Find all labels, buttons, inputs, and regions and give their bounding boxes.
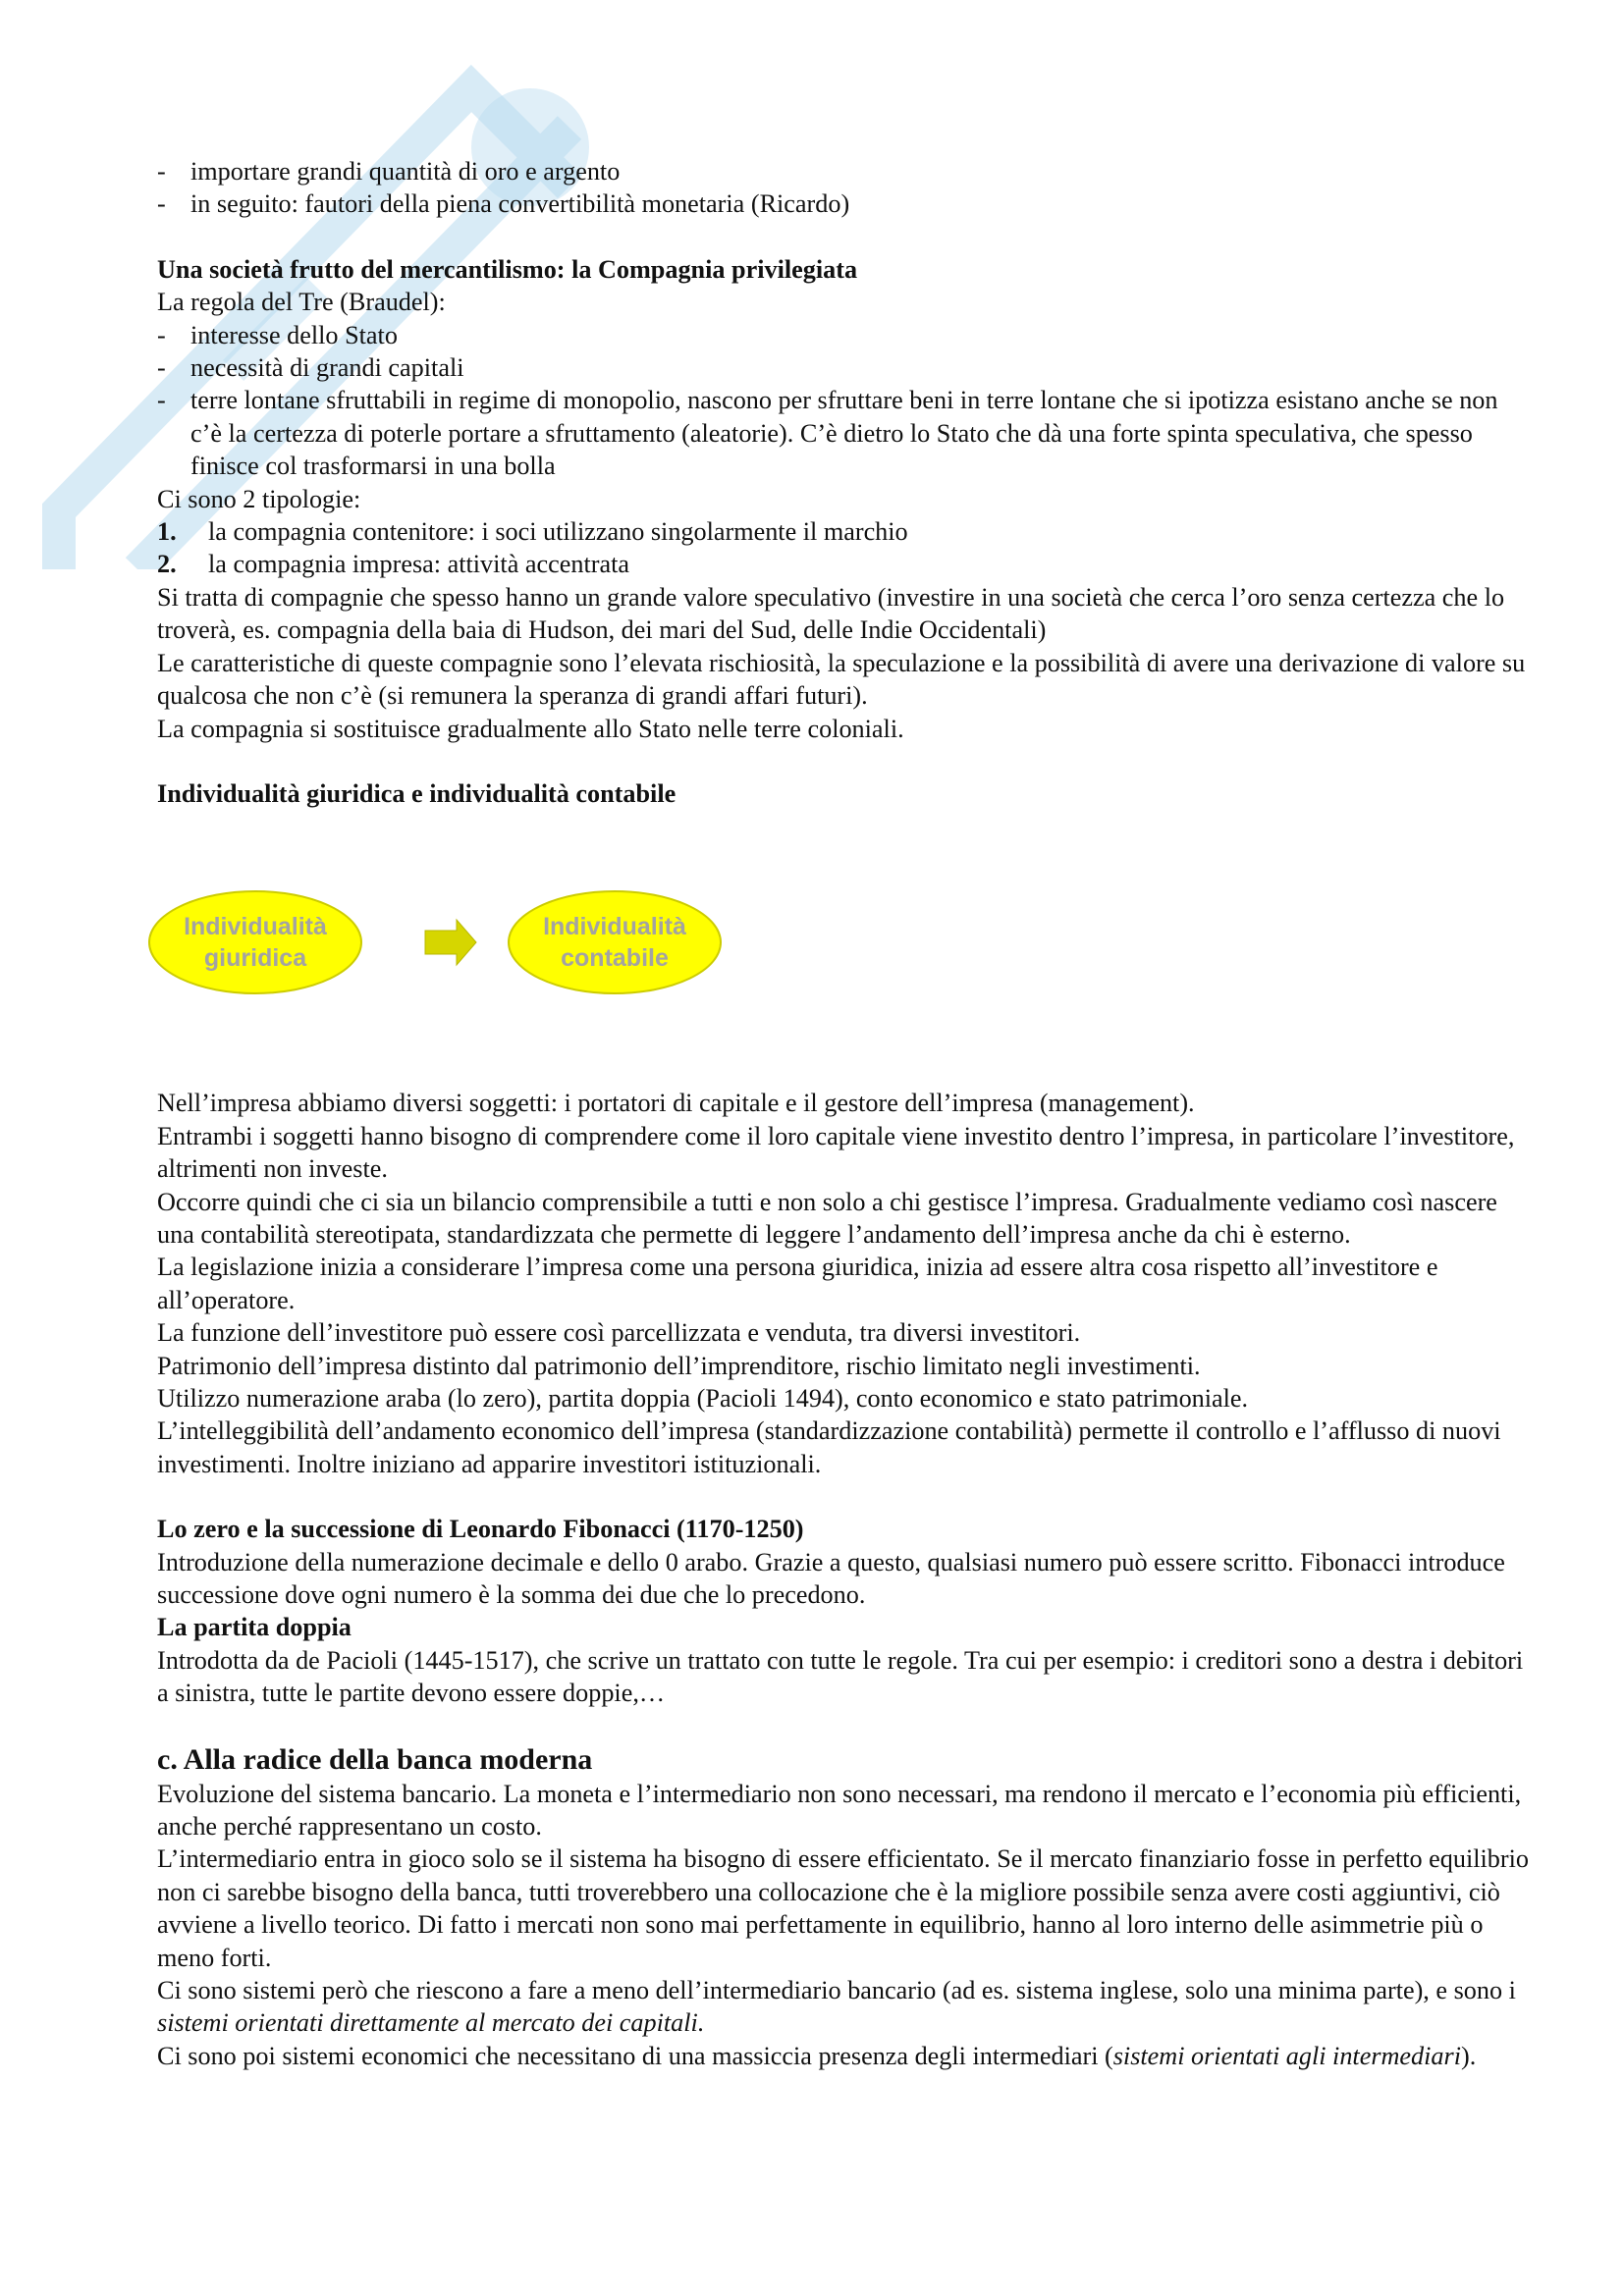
list-marker: - xyxy=(157,157,166,186)
list-item xyxy=(157,155,1532,187)
paragraph: Entrambi i soggetti hanno bisogno di comprendere come il loro capitale viene investito dentro l’impresa, in particolare l’investitore, altrimenti non investe. xyxy=(157,1121,1515,1184)
paragraph: La funzione dell’investitore può essere così parcellizzata e venduta, tra diversi investitori. xyxy=(157,1318,1081,1348)
section-heading-compagnia: Una società frutto del mercantilismo: la Compagnia privilegiata xyxy=(157,254,858,284)
diagram-label: Individualità xyxy=(543,913,686,941)
arrow-icon xyxy=(425,920,476,965)
list-item-text: necessità di grandi capitali xyxy=(190,353,464,383)
list-item xyxy=(157,351,1532,384)
list-item-text: la compagnia impresa: attività accentrata xyxy=(208,550,629,579)
paragraph: Ci sono 2 tipologie: xyxy=(157,484,361,513)
paragraph: La regola del Tre (Braudel): xyxy=(157,288,446,317)
paragraph xyxy=(157,1974,1532,2040)
paragraph: Nell’impresa abbiamo diversi soggetti: i portatori di capitale e il gestore dell’impresa (management). xyxy=(157,1089,1195,1118)
paragraph: Evoluzione del sistema bancario. La moneta e l’intermediario non sono necessari, ma rendono il mercato e l’economia più efficienti, anche perché rappresentano un costo. xyxy=(157,1779,1522,1842)
section-heading-individualita: Individualità giuridica e individualità contabile xyxy=(157,778,677,808)
diagram-label: Individualità xyxy=(184,913,327,941)
paragraph: Introdotta da de Pacioli (1445-1517), che scrive un trattato con tutte le regole. Tra cui per esempio: i creditori sono a destra i debitori a sinistra, tutte le partite devono essere doppie,… xyxy=(157,1645,1524,1708)
list-number: 2. xyxy=(157,550,177,579)
paragraph-text: Ci sono poi sistemi economici che necessitano di una massiccia presenza degli intermediari ( xyxy=(157,2041,1113,2070)
paragraph: L’intermediario entra in gioco solo se il sistema ha bisogno di essere efficientato. Se il mercato finanziario fosse in perfetto equilibrio non ci sarebbe bisogno della banca, tutti troverebbero una collocazione che è la migliore possibile senza avere costi aggiuntivi, ciò avviene a livello teorico. Di fatto i mercati non sono mai perfettamente in equilibrio, hanno al loro interno delle asimmetrie più o meno forti. xyxy=(157,1844,1529,1972)
section-heading-partita-doppia: La partita doppia xyxy=(157,1613,352,1642)
paragraph: Si tratta di compagnie che spesso hanno un grande valore speculativo (investire in una società che cerca l’oro senza certezza che lo troverà, es. compagnia della baia di Hudson, dei mari del Sud, delle Indie Occidentali) xyxy=(157,582,1505,645)
list-item xyxy=(157,384,1532,482)
list-marker: - xyxy=(157,386,166,415)
list-item-text: interesse dello Stato xyxy=(190,320,398,349)
list-item xyxy=(157,319,1532,351)
list-item-text: importare grandi quantità di oro e argento xyxy=(190,157,621,186)
list-item xyxy=(157,187,1532,220)
diagram-label: giuridica xyxy=(203,944,307,973)
paragraph xyxy=(157,2040,1532,2072)
paragraph: Occorre quindi che ci sia un bilancio comprensibile a tutti e non solo a chi gestisce l’impresa. Gradualmente vediamo così nascere una contabilità stereotipata, standardizzata che permette di leggere l’andamento dell’impresa anche da chi è esterno. xyxy=(157,1187,1497,1249)
numbered-item xyxy=(157,515,1532,548)
section-heading-fibonacci: Lo zero e la successione di Leonardo Fibonacci (1170-1250) xyxy=(157,1515,804,1544)
list-number: 1. xyxy=(157,517,177,547)
diagram-label: contabile xyxy=(561,944,669,973)
paragraph: L’intelleggibilità dell’andamento economico dell’impresa (standardizzazione contabilità) permette il controllo e l’afflusso di nuovi investimenti. Inoltre iniziano ad apparire investitori istituzionali. xyxy=(157,1416,1501,1478)
numbered-item xyxy=(157,548,1532,580)
paragraph: Introduzione della numerazione decimale e dello 0 arabo. Grazie a questo, qualsiasi numero può essere scritto. Fibonacci introduce successione dove ogni numero è la somma dei due che lo precedono. xyxy=(157,1547,1505,1609)
document-page xyxy=(157,155,1532,2072)
paragraph: Patrimonio dell’impresa distinto dal patrimonio dell’imprenditore, rischio limitato negli investimenti. xyxy=(157,1351,1201,1380)
paragraph-text: Ci sono sistemi però che riescono a fare a meno dell’intermediario bancario (ad es. sistema inglese, solo una minima parte), e sono i xyxy=(157,1976,1516,2005)
list-item-text: in seguito: fautori della piena convertibilità monetaria (Ricardo) xyxy=(190,189,850,219)
paragraph: Le caratteristiche di queste compagnie sono l’elevata rischiosità, la speculazione e la possibilità di avere una derivazione di valore su qualcosa che non c’è (si remunera la speranza di grandi affari futuri). xyxy=(157,648,1526,711)
diagram-area xyxy=(157,810,1532,1087)
paragraph-text: ). xyxy=(1460,2041,1477,2070)
list-marker: - xyxy=(157,353,166,383)
list-item-text: la compagnia contenitore: i soci utilizzano singolarmente il marchio xyxy=(208,517,908,547)
paragraph: Utilizzo numerazione araba (lo zero), partita doppia (Pacioli 1494), conto economico e stato patrimoniale. xyxy=(157,1383,1249,1413)
paragraph-italic: sistemi orientati direttamente al mercato dei capitali. xyxy=(157,2008,705,2038)
paragraph-italic: sistemi orientati agli intermediari xyxy=(1112,2041,1461,2070)
list-marker: - xyxy=(157,189,166,219)
section-heading-banca: c. Alla radice della banca moderna xyxy=(157,1742,593,1776)
paragraph: La legislazione inizia a considerare l’impresa come una persona giuridica, inizia ad essere altra cosa rispetto all’investitore e all’operatore. xyxy=(157,1253,1438,1314)
list-item-text: terre lontane sfruttabili in regime di monopolio, nascono per sfruttare beni in terre lontane che si ipotizza esistano anche se non c’è la certezza di poterle portare a sfruttamento (aleatorie). C’è dietro lo Stato che dà una forte spinta speculativa, che spesso finisce col trasformarsi in una bolla xyxy=(190,386,1498,481)
ellipse-giuridica xyxy=(149,891,361,993)
list-marker: - xyxy=(157,320,166,349)
ellipse-contabile xyxy=(509,891,721,993)
paragraph: La compagnia si sostituisce gradualmente allo Stato nelle terre coloniali. xyxy=(157,714,904,743)
individualita-diagram xyxy=(147,888,776,996)
